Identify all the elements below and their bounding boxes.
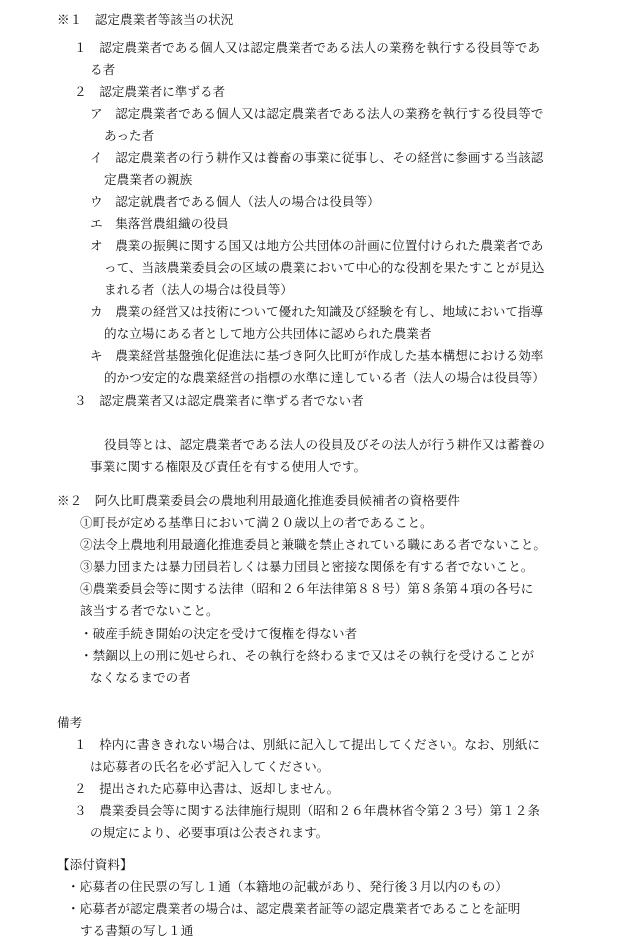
text-line: エ 集落営農組織の役員 bbox=[90, 216, 229, 231]
text-line: イ 認定農業者の行う耕作又は養畜の事業に従事し、その経営に参画する当該認 bbox=[90, 150, 544, 165]
text-line: する書類の写し１通 bbox=[80, 923, 194, 938]
text-line: 的な立場にある者として地方公共団体に認められた農業者 bbox=[104, 326, 432, 341]
text-line: オ 農業の振興に関する国又は地方公共団体の計画に位置付けられた農業者であ bbox=[90, 238, 544, 253]
text-line: ３ 農業委員会等に関する法律施行規則（昭和２６年農林省令第２３号）第１２条 bbox=[74, 803, 540, 818]
text-line: キ 農業経営基盤強化促進法に基づき阿久比町が作成した基本構想における効率 bbox=[90, 348, 544, 363]
text-line: 備考 bbox=[57, 715, 83, 730]
text-line: ・禁錮以上の刑に処せられ、その執行を終わるまで又はその執行を受けることが bbox=[80, 648, 535, 663]
text-line: ④農業委員会等に関する法律（昭和２６年法律第８８号）第８条第４項の各号に bbox=[80, 581, 534, 596]
text-line: ・応募者の住民票の写し１通（本籍地の記載があり、発行後３月以内のもの） bbox=[67, 879, 508, 894]
text-line: ３ 認定農業者又は認定農業者に準ずる者でない者 bbox=[74, 393, 364, 408]
text-line: ③暴力団または暴力団員若しくは暴力団員と密接な関係を有する者でないこと。 bbox=[80, 559, 534, 574]
text-line: の規定により、必要事項は公表されます。 bbox=[90, 825, 329, 840]
text-line: ウ 認定就農者である個人（法人の場合は役員等） bbox=[90, 194, 380, 209]
text-line: る者 bbox=[90, 62, 116, 77]
text-line: ・応募者が認定農業者の場合は、認定農業者証等の認定農業者であることを証明 bbox=[67, 901, 521, 916]
text-line: ２ 認定農業者に準ずる者 bbox=[74, 84, 226, 99]
text-line: １ 枠内に書ききれない場合は、別紙に記入して提出してください。なお、別紙に bbox=[74, 737, 540, 752]
text-line: ※１ 認定農業者等該当の状況 bbox=[57, 12, 234, 27]
text-line: って、当該農業委員会の区域の農業において中心的な役割を果たすことが見込 bbox=[104, 260, 545, 275]
text-line: まれる者（法人の場合は役員等） bbox=[104, 282, 293, 297]
text-line: １ 認定農業者である個人又は認定農業者である法人の業務を執行する役員等であ bbox=[74, 40, 540, 55]
text-line: ２ 提出された応募申込書は、返却しません。 bbox=[74, 781, 340, 796]
text-line: ※２ 阿久比町農業委員会の農地利用最適化推進委員候補者の資格要件 bbox=[57, 493, 460, 508]
text-line: ア 認定農業者である個人又は認定農業者である法人の業務を執行する役員等で bbox=[90, 106, 544, 121]
text-line: なくなるまでの者 bbox=[90, 670, 191, 685]
text-line: カ 農業の経営又は技術について優れた知識及び経験を有し、地域において指導 bbox=[90, 304, 544, 319]
text-line: 【添付資料】 bbox=[57, 857, 133, 872]
text-line: 該当する者でないこと。 bbox=[80, 603, 219, 618]
text-line: 的かつ安定的な農業経営の指標の水準に達している者（法人の場合は役員等） bbox=[104, 370, 545, 385]
text-line: ①町長が定める基準日において満２０歳以上の者であること。 bbox=[80, 515, 433, 530]
text-line: 定農業者の親族 bbox=[104, 172, 193, 187]
text-line: ②法令上農地利用最適化推進委員と兼職を禁止されている職にある者でないこと。 bbox=[80, 537, 546, 552]
text-line: 事業に関する権限及び責任を有する使用人です。 bbox=[90, 459, 367, 474]
text-line: 役員等とは、認定農業者である法人の役員及びその法人が行う耕作又は蓄養の bbox=[104, 437, 545, 452]
text-line: は応募者の氏名を必ず記入してください。 bbox=[90, 759, 330, 774]
text-line: あった者 bbox=[104, 128, 155, 143]
text-line: ・破産手続き開始の決定を受けて復権を得ない者 bbox=[80, 626, 358, 641]
